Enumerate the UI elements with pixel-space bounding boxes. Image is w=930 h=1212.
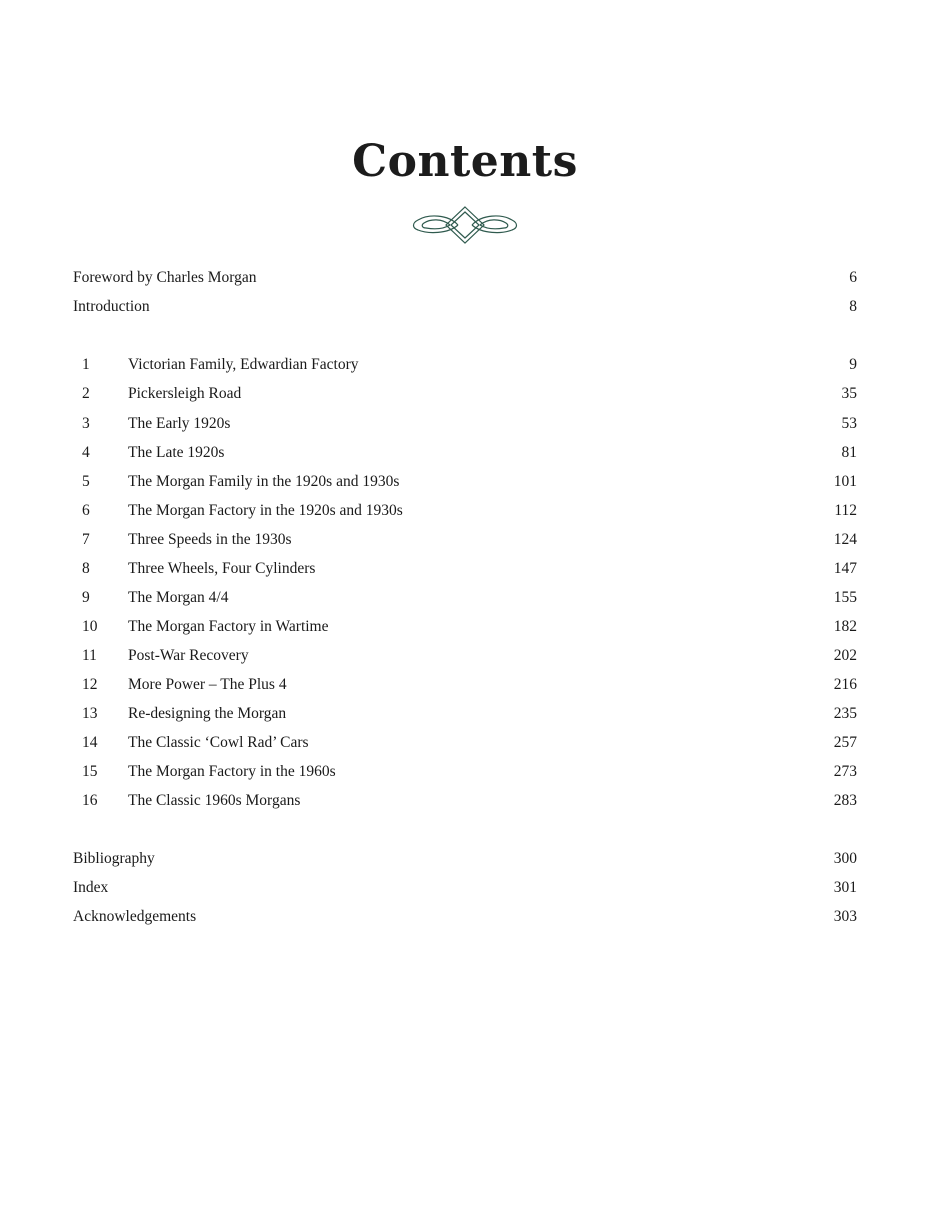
toc-entry-chapter-5[interactable] [73,467,857,496]
entry-label: Introduction [73,298,150,315]
entry-label: Pickersleigh Road [128,385,242,402]
entry-page-number: 216 [833,676,857,693]
entry-page-number: 155 [833,589,857,606]
chapter-number: 1 [82,356,90,373]
entry-page-number: 303 [833,908,857,925]
entry-page-number: 6 [849,269,857,286]
scroll-divider-ornament-icon [410,204,520,246]
toc-entry-chapter-2[interactable] [73,379,857,408]
entry-label: The Morgan Factory in the 1960s [128,763,336,780]
chapter-number: 15 [82,763,98,780]
entry-page-number: 8 [849,298,857,315]
entry-label: The Classic ‘Cowl Rad’ Cars [128,734,309,751]
chapter-number: 5 [82,473,90,490]
page-title: Contents [352,136,578,187]
toc-entry-foreword[interactable] [73,263,857,292]
chapter-number: 10 [82,618,98,635]
chapter-number: 13 [82,705,98,722]
toc-entry-chapter-10[interactable] [73,612,857,641]
entry-label: The Classic 1960s Morgans [128,792,301,809]
toc-entry-chapter-12[interactable] [73,670,857,699]
toc-entry-chapter-1[interactable] [73,350,857,379]
entry-label: The Early 1920s [128,415,231,432]
toc-entry-chapter-7[interactable] [73,525,857,554]
toc-entry-chapter-4[interactable] [73,438,857,467]
entry-label: Three Speeds in the 1930s [128,531,292,548]
entry-page-number: 9 [849,356,857,373]
chapter-number: 2 [82,385,90,402]
toc-entry-chapter-14[interactable] [73,728,857,757]
entry-page-number: 202 [833,647,857,664]
toc-entry-chapter-3[interactable] [73,409,857,438]
toc-entry-chapter-9[interactable] [73,583,857,612]
entry-label: The Morgan 4/4 [128,589,229,606]
chapter-number: 11 [82,647,97,664]
entry-label: The Morgan Family in the 1920s and 1930s [128,473,400,490]
chapter-number: 4 [82,444,90,461]
entry-page-number: 182 [833,618,857,635]
entry-label: Victorian Family, Edwardian Factory [128,356,359,373]
chapter-number: 16 [82,792,98,809]
entry-label: The Morgan Factory in Wartime [128,618,329,635]
entry-label: Foreword by Charles Morgan [73,269,257,286]
toc-entry-chapter-13[interactable] [73,699,857,728]
toc-entry-chapter-16[interactable] [73,786,857,815]
toc-entry-chapter-6[interactable] [73,496,857,525]
entry-label: Index [73,879,109,896]
chapter-number: 7 [82,531,90,548]
entry-page-number: 124 [833,531,857,548]
entry-label: Re-designing the Morgan [128,705,287,722]
chapter-number: 12 [82,676,98,693]
entry-page-number: 235 [833,705,857,722]
entry-page-number: 35 [841,385,857,402]
entry-label: The Morgan Factory in the 1920s and 1930s [128,502,403,519]
chapter-number: 14 [82,734,98,751]
toc-entry-chapter-11[interactable] [73,641,857,670]
entry-label: Acknowledgements [73,908,197,925]
chapter-number: 8 [82,560,90,577]
entry-page-number: 301 [833,879,857,896]
entry-page-number: 283 [833,792,857,809]
toc-entry-chapter-8[interactable] [73,554,857,583]
chapter-number: 3 [82,415,90,432]
entry-page-number: 112 [834,502,857,519]
chapter-number: 9 [82,589,90,606]
entry-label: Three Wheels, Four Cylinders [128,560,316,577]
toc-entry-chapter-15[interactable] [73,757,857,786]
entry-label: Post-War Recovery [128,647,249,664]
toc-entry-introduction[interactable] [73,292,857,321]
entry-label: More Power – The Plus 4 [128,676,287,693]
entry-page-number: 300 [833,850,857,867]
entry-page-number: 81 [841,444,857,461]
entry-page-number: 53 [841,415,857,432]
entry-page-number: 147 [833,560,857,577]
entry-label: Bibliography [73,850,155,867]
chapter-number: 6 [82,502,90,519]
entry-label: The Late 1920s [128,444,225,461]
entry-page-number: 257 [833,734,857,751]
toc-entry-acknowledgements[interactable] [73,902,857,931]
toc-entry-index[interactable] [73,873,857,902]
entry-page-number: 101 [833,473,857,490]
toc-entry-bibliography[interactable] [73,844,857,873]
entry-page-number: 273 [833,763,857,780]
